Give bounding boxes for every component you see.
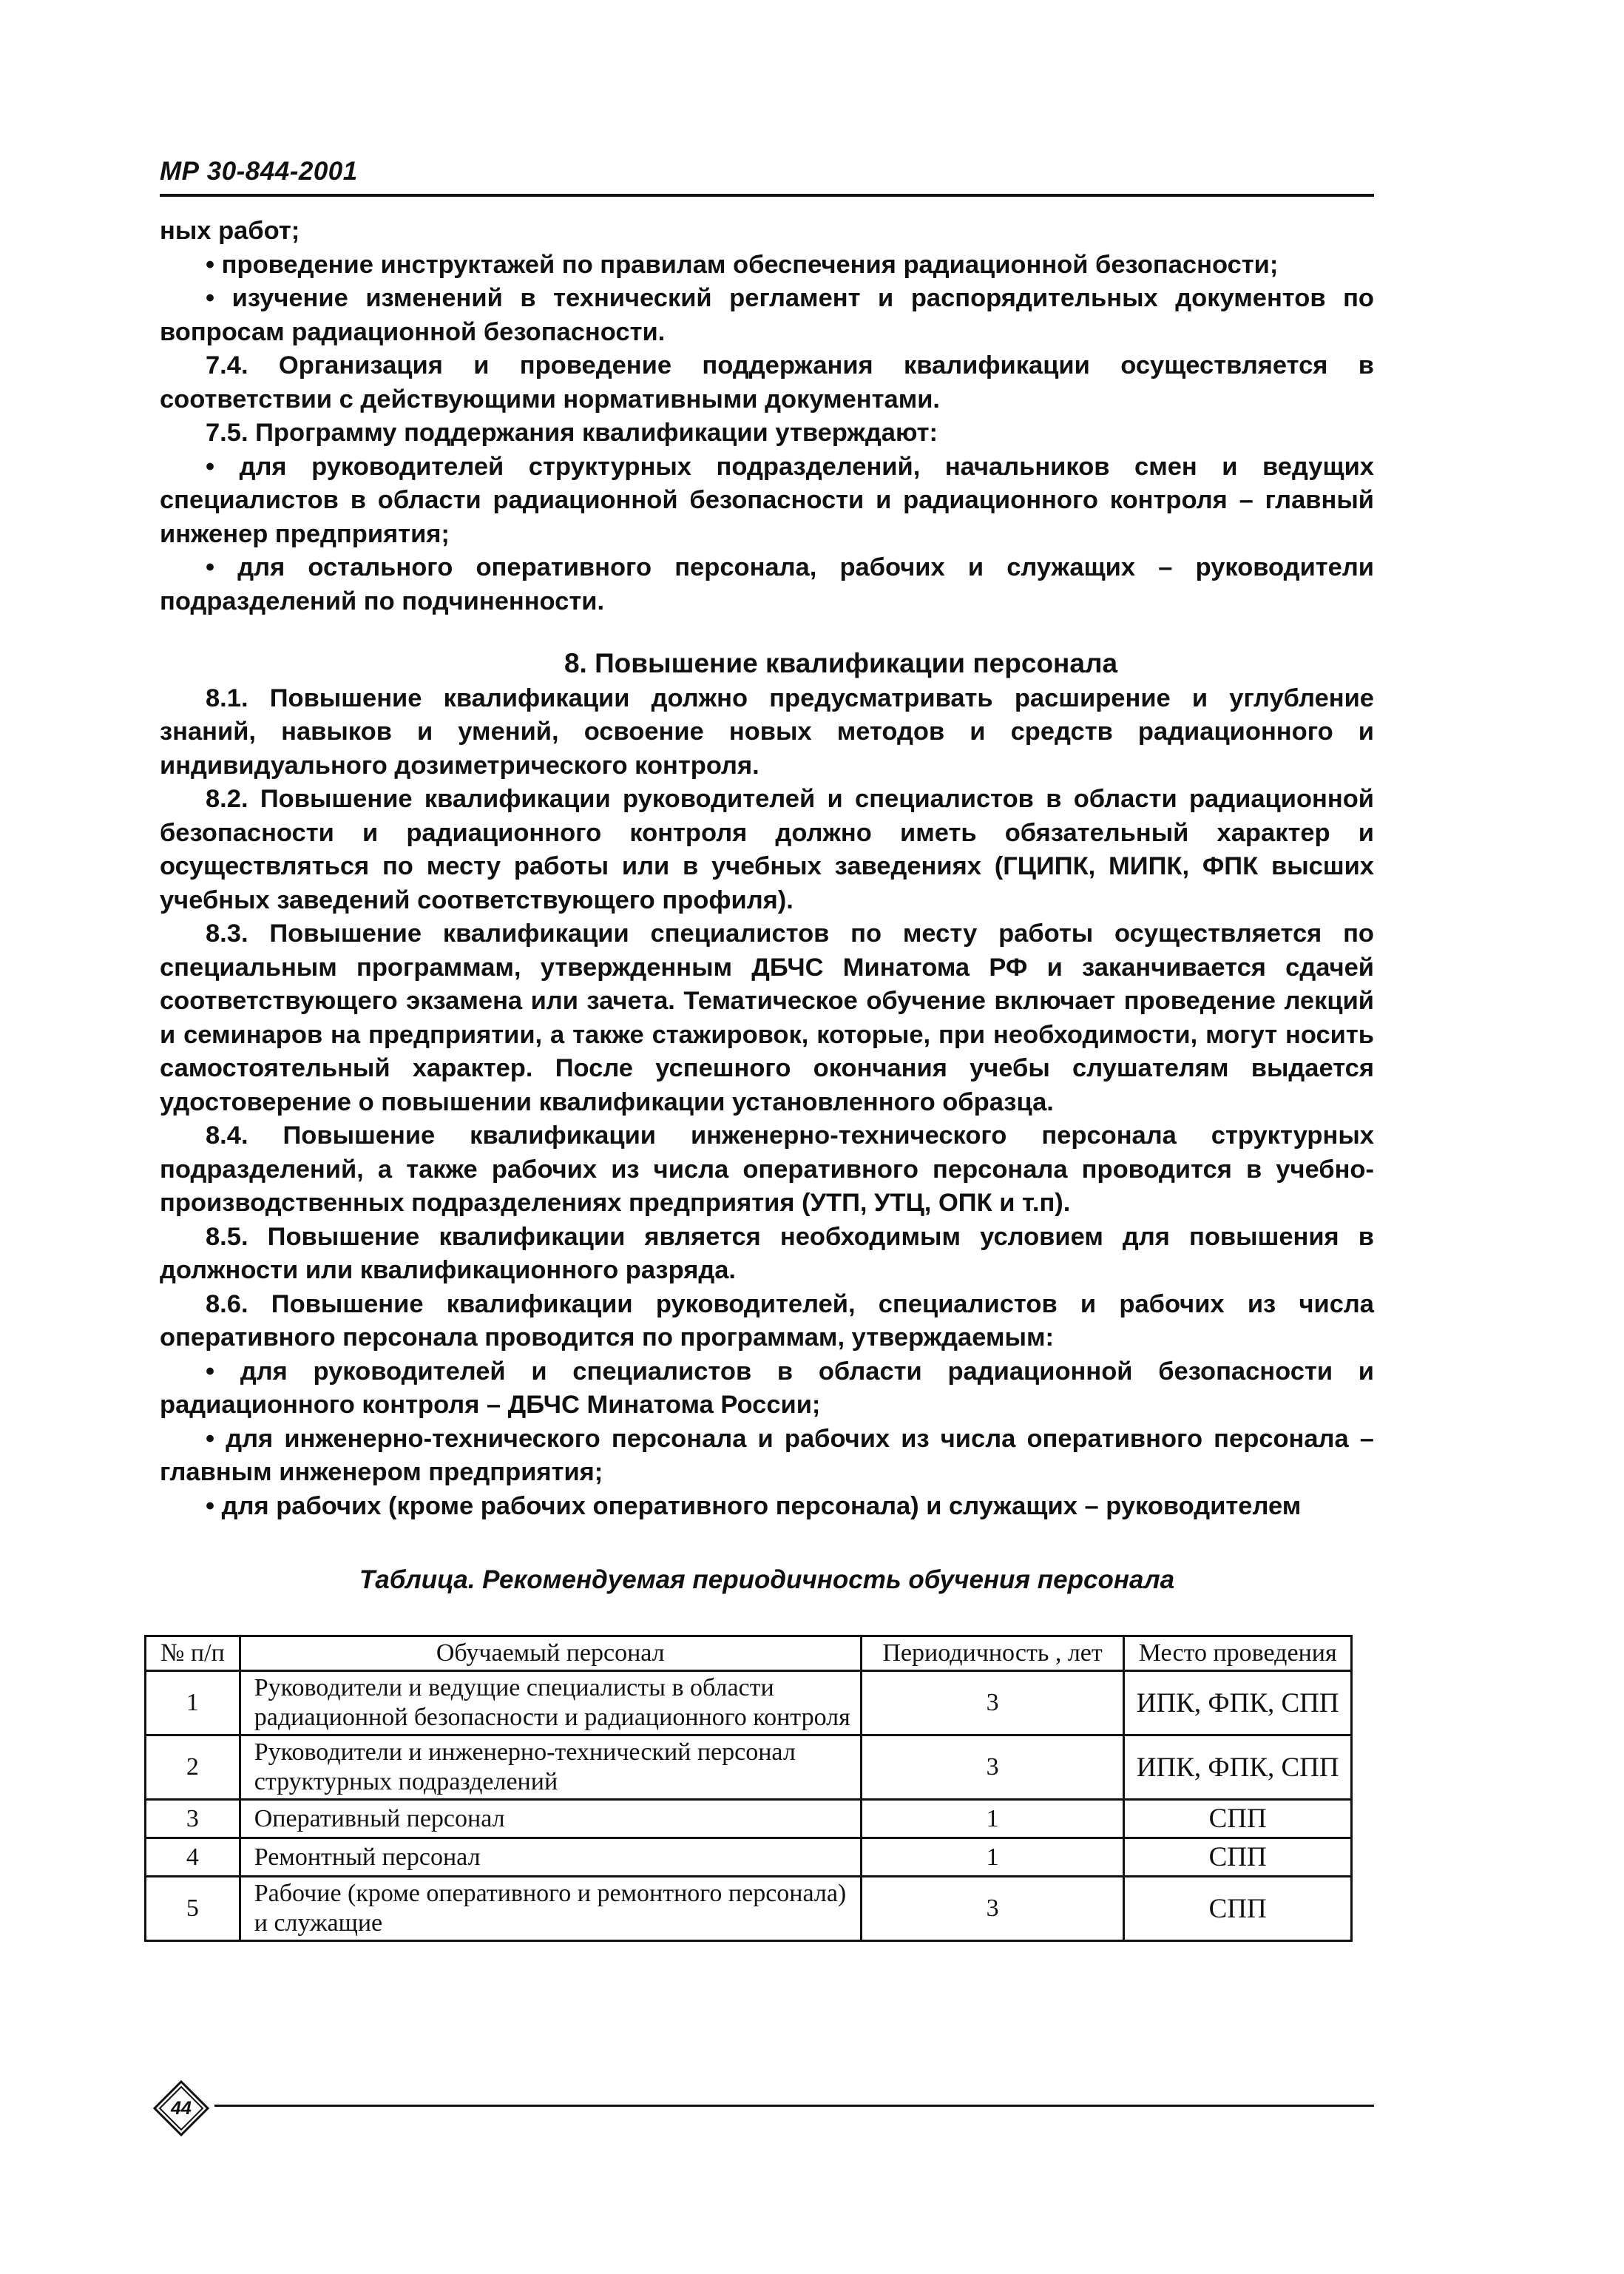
header-rule — [160, 194, 1374, 197]
paragraph: 7.5. Программу поддержания квалификации утверждают: — [206, 419, 938, 447]
row-periodicity: 3 — [861, 1671, 1124, 1735]
paragraph: 8.2. Повышение квалификации руководителей и специалистов в области радиационной безопасности и радиационного контроля должно иметь обязательный характер и осуществляться по месту работы или в учебных заведениях (ГЦИПК, МИПК, ФПК высших учебных заведений соответствующего профиля). — [160, 785, 1374, 914]
page-number-badge — [152, 2079, 211, 2138]
row-number: 2 — [146, 1735, 240, 1800]
row-personnel: Оперативный персонал — [240, 1800, 861, 1838]
row-place: СПП — [1124, 1877, 1352, 1941]
row-periodicity: 1 — [861, 1800, 1124, 1838]
row-place: ИПК, ФПК, СПП — [1124, 1671, 1352, 1735]
row-number: 3 — [146, 1800, 240, 1838]
row-personnel: Рабочие (кроме оперативного и ремонтного персонала) и служащие — [240, 1877, 861, 1941]
row-place: ИПК, ФПК, СПП — [1124, 1735, 1352, 1800]
table-row — [146, 1838, 1352, 1877]
paragraph: 8.3. Повышение квалификации специалистов по месту работы осуществляется по специальным программам, утвержденным ДБЧС Минатома РФ и заканчивается сдачей соответствующего экзамена или зачета. Тематическое обучение включает проведение лекций и семинаров на предприятии, а также стажировок, которые, при необходимости, могут носить самостоятельный характер. После успешного окончания учебы слушателям выдается удостоверение о повышении квалификации установленного образца. — [160, 920, 1374, 1116]
row-place: СПП — [1124, 1800, 1352, 1838]
row-personnel: Руководители и инженерно-технический персонал структурных подразделений — [240, 1735, 861, 1800]
document-code: МР 30-844-2001 — [160, 157, 358, 186]
header-place: Место проведения — [1124, 1636, 1352, 1671]
paragraph: 8.6. Повышение квалификации руководителей, специалистов и рабочих из числа оперативного персонала проводится по программам, утверждаемым: — [160, 1289, 1374, 1352]
paragraph: 8.1. Повышение квалификации должно предусматривать расширение и углубление знаний, навыков и умений, освоение новых методов и средств радиационного и индивидуального дозиметрического контроля. — [160, 684, 1374, 780]
bullet-item: • изучение изменений в технический регламент и распорядительных документов по вопросам радиационной безопасности. — [160, 284, 1374, 346]
row-periodicity: 1 — [861, 1838, 1124, 1877]
row-periodicity: 3 — [861, 1877, 1124, 1941]
table-caption: Таблица. Рекомендуемая периодичность обучения персонала — [359, 1565, 1175, 1594]
bullet-item: • для рабочих (кроме рабочих оперативного персонала) и служащих – руководителем — [206, 1491, 1302, 1520]
section-heading: 8. Повышение квалификации персонала — [564, 648, 1118, 678]
row-place: СПП — [1124, 1838, 1352, 1877]
bullet-item: • проведение инструктажей по правилам обеспечения радиационной безопасности; — [206, 250, 1279, 279]
row-number: 5 — [146, 1877, 240, 1941]
table-row — [146, 1735, 1352, 1800]
paragraph: 8.4. Повышение квалификации инженерно-технического персонала структурных подразделений, а также рабочих из числа оперативного персонала проводится в учебно-производственных подразделениях предприятия (УТП, УТЦ, ОПК и т.п). — [160, 1121, 1374, 1217]
header-periodicity: Периодичность , лет — [861, 1636, 1124, 1671]
footer-rule — [214, 2105, 1374, 2107]
table-header-row — [146, 1636, 1352, 1671]
paragraph: ных работ; — [160, 217, 300, 245]
bullet-item: • для руководителей и специалистов в области радиационной безопасности и радиационного контроля – ДБЧС Минатома России; — [160, 1357, 1374, 1419]
row-personnel: Руководители и ведущие специалисты в области радиационной безопасности и радиационного контроля — [240, 1671, 861, 1735]
header-personnel: Обучаемый персонал — [240, 1636, 861, 1671]
table-row — [146, 1800, 1352, 1838]
body-text — [160, 215, 1374, 1523]
bullet-item: • для инженерно-технического персонала и рабочих из числа оперативного персонала – главным инженером предприятия; — [160, 1424, 1374, 1486]
table-row — [146, 1877, 1352, 1941]
paragraph: 7.4. Организация и проведение поддержания квалификации осуществляется в соответствии с действующими нормативными документами. — [160, 351, 1374, 414]
table-row — [146, 1671, 1352, 1735]
row-number: 4 — [146, 1838, 240, 1877]
paragraph: 8.5. Повышение квалификации является необходимым условием для повышения в должности или квалификационного разряда. — [160, 1222, 1374, 1284]
row-periodicity: 3 — [861, 1735, 1124, 1800]
bullet-item: • для руководителей структурных подразделений, начальников смен и ведущих специалистов в области радиационной безопасности и радиационного контроля – главный инженер предприятия; — [160, 452, 1374, 548]
page-number: 44 — [171, 2098, 192, 2119]
row-personnel: Ремонтный персонал — [240, 1838, 861, 1877]
header-number: № п/п — [146, 1636, 240, 1671]
row-number: 1 — [146, 1671, 240, 1735]
bullet-item: • для остального оперативного персонала, рабочих и служащих – руководители подразделений по подчиненности. — [160, 553, 1374, 615]
training-periodicity-table — [144, 1635, 1353, 1942]
